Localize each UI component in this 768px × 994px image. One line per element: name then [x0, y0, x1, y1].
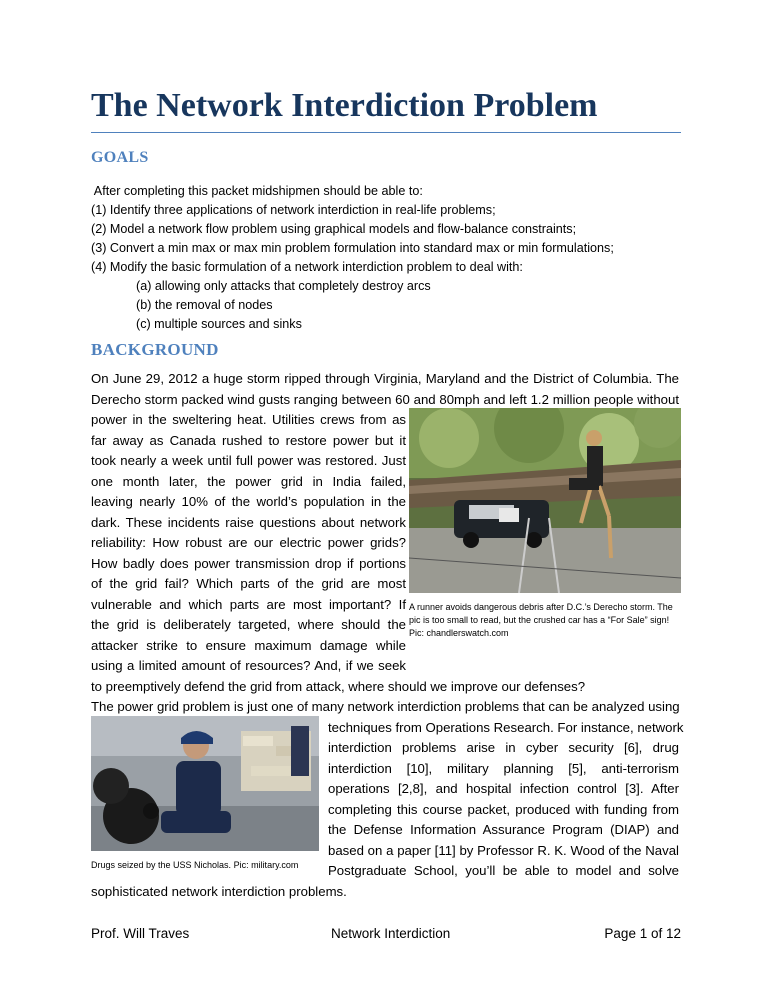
- text-line: took nearly a week until full power was restored. Just: [91, 453, 406, 468]
- text-line: power in the sweltering heat. Utilities crews from as: [91, 412, 406, 427]
- footer-author: Prof. Will Traves: [91, 926, 190, 941]
- goal-item: (2) Model a network flow problem using graphical models and flow-balance constraints;: [91, 222, 577, 236]
- text-line: vulnerable and which parts are most important? If: [91, 596, 406, 612]
- text-line: sophisticated network interdiction problems.: [91, 883, 347, 899]
- goals-heading: GOALS: [91, 149, 149, 166]
- goal-item: (3) Convert a min max or max min problem formulation into standard max or min formulations;: [91, 241, 614, 255]
- figure-2-caption: Drugs seized by the USS Nicholas. Pic: military.com: [91, 860, 299, 870]
- goal-subitem: (b) the removal of nodes: [136, 298, 273, 312]
- text-line: to preemptively defend the grid from attack, where should we improve our defenses?: [91, 678, 586, 694]
- text-line: On June 29, 2012 a huge storm ripped through Virginia, Maryland and the District of Columbia. The: [91, 371, 679, 386]
- goals-list: [91, 182, 691, 334]
- text-line: interdiction problems arise in cyber security [6], drug: [328, 740, 679, 755]
- text-line: attacker strike to ensure maximum damage while: [91, 637, 406, 653]
- goals-intro: After completing this packet midshipmen should be able to:: [91, 184, 423, 198]
- text-line: one month later, the power grid in India failed,: [91, 473, 406, 489]
- footer-course: Network Interdiction: [331, 926, 451, 941]
- footer-page-number: Page 1 of 12: [604, 926, 681, 941]
- goal-subitem: (c) multiple sources and sinks: [136, 317, 302, 331]
- text-line: based on a paper [11] by Professor R. K. Wood of the Naval: [328, 842, 679, 858]
- text-line: Postgraduate School, you’ll be able to model and solve: [328, 863, 679, 878]
- text-line: far away as Canada rushed to restore power but it: [91, 432, 406, 448]
- text-line: the Defense Information Assurance Program (DIAP) and: [328, 822, 679, 837]
- text-line: reliability: How robust are our electric power grids?: [91, 535, 406, 550]
- drug-seizure-photo: [91, 716, 319, 851]
- text-line: completing this course packet, produced with funding from: [328, 801, 679, 817]
- storm-photo-illustration: [409, 408, 681, 593]
- text-line: operations [2,8], and hospital infection control [3]. After: [328, 781, 679, 796]
- storm-photo: [409, 408, 681, 593]
- text-line: techniques from Operations Research. For instance, network: [328, 719, 684, 735]
- background-heading: BACKGROUND: [91, 340, 219, 359]
- goal-item: (4) Modify the basic formulation of a network interdiction problem to deal with:: [91, 260, 523, 274]
- text-line: the grid is deliberately targeted, where should the: [91, 617, 406, 632]
- drug-seizure-illustration: [91, 716, 319, 851]
- text-line: interdiction [10], military planning [5], anti-terrorism: [328, 760, 679, 776]
- text-line: of the grid fail? Which parts of the grid are most: [91, 576, 406, 591]
- text-line: leaving nearly 10% of the world’s population in the: [91, 494, 406, 509]
- text-line: How badly does power transmission drop if portions: [91, 555, 406, 571]
- title-underline: [91, 132, 681, 133]
- figure-1-caption: A runner avoids dangerous debris after D.C.’s Derecho storm. The pic is too small to read, but the crushed car has a “For Sale” sign! Pic: chandlerswatch.com: [409, 602, 673, 638]
- page-title: The Network Interdiction Problem: [91, 87, 598, 124]
- text-line: using a limited amount of resources? And, if we seek: [91, 658, 406, 673]
- goal-subitem: (a) allowing only attacks that completely destroy arcs: [136, 279, 431, 293]
- text-line: The power grid problem is just one of many network interdiction problems that can be analyzed using: [91, 699, 680, 714]
- goal-item: (1) Identify three applications of network interdiction in real-life problems;: [91, 203, 496, 217]
- text-line: Derecho storm packed wind gusts ranging between 60 and 80mph and left 1.2 million people without: [91, 391, 679, 407]
- text-line: dark. These incidents raise questions about network: [91, 514, 406, 530]
